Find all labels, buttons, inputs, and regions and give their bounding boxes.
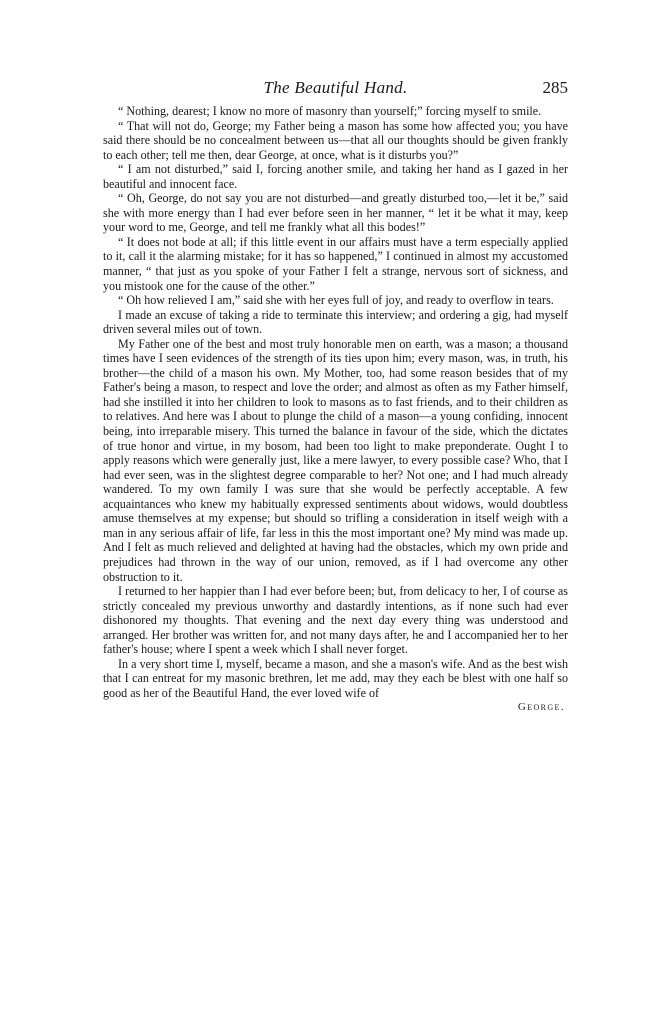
paragraph: “ That will not do, George; my Father being a mason has some how affected you; you have said there should be no concealment between us—that all our thoughts should be given frankly to each other; tell me then, dear George, at once, what is it disturbs you?” <box>103 118 568 162</box>
paragraph: My Father one of the best and most truly honorable men on earth, was a mason; a thousand times have I seen evidences of the strength of its ties upon him; every mason, was, in truth, his brother—the child of a mason his own. My Mother, too, had some reason besides that of my Father's being a mason, to respect and love the order; and almost as often as my Father himself, had she instilled it into her children to look to masons as to fast friends, and to their children as to relatives. And here was I about to plunge the child of a mason—a young confiding, innocent being, into irreparable misery. This turned the balance in favour of the side, which the dictates of true honor and virtue, in my bosom, had been too light to make preponderate. Ought I to apply reasons which were generally just, like a mere lawyer, to every possible case? Who, that I had ever seen, was in the slightest degree comparable to her? Not one; and I had much already wandered. To my own family I was sure that she would be perfectly acceptable. A few acquaintances who knew my habitually expressed sentiments about widows, would doubtless amuse themselves at my expense; but should so trifling a consideration in itself weigh with a man in any serious affair of life, far less in this the most important one? My mind was made up. And I felt as much relieved and delighted at having had the obstacles, which my own pride and prejudices had thrown in the way of our union, removed, as if I had overcome any other obstruction to it. <box>103 336 568 584</box>
book-page <box>103 78 568 713</box>
paragraph: “ It does not bode at all; if this little event in our affairs must have a term especially applied to it, call it the alarming mistake; for it has so happened,” I continued in almost my accustomed manner, “ that just as you spoke of your Father I felt a strange, nervous sort of sickness, and you mistook one for the cause of the other.” <box>103 234 568 293</box>
page-header <box>103 78 568 102</box>
signature: George. <box>517 701 565 714</box>
paragraph: “ Nothing, dearest; I know no more of masonry than yourself;” forcing myself to smile. <box>118 104 542 118</box>
running-title: The Beautiful Hand. <box>263 78 408 97</box>
paragraph: I made an excuse of taking a ride to terminate this interview; and ordering a gig, had myself driven several miles out of town. <box>103 307 568 337</box>
body-text <box>103 104 568 700</box>
paragraph: “ Oh how relieved I am,” said she with her eyes full of joy, and ready to overflow in tears. <box>118 293 554 308</box>
paragraph: “ Oh, George, do not say you are not disturbed—and greatly disturbed too,—let it be,” said she with more energy than I had ever before seen in her manner, “ let it be what it may, keep your word to me, George, and tell me frankly what all this bodes!” <box>103 191 568 235</box>
page-number: 285 <box>542 78 568 97</box>
paragraph: “ I am not disturbed,” said I, forcing another smile, and taking her hand as I gazed in her beautiful and innocent face. <box>103 162 568 191</box>
paragraph: In a very short time I, myself, became a mason, and she a mason's wife. And as the best wish that I can entreat for my masonic brethren, let me add, may they each be blest with one half so good as her of the Beautiful Hand, the ever loved wife of <box>103 656 568 700</box>
paragraph: I returned to her happier than I had ever before been; but, from delicacy to her, I of course as strictly concealed my previous unworthy and dastardly intentions, as if none such had ever dishonored my thoughts. That evening and the next day every thing was understood and arranged. Her brother was written for, and not many days after, he and I accompanied her to her father's house; where I spent a week which I shall never forget. <box>103 584 568 657</box>
